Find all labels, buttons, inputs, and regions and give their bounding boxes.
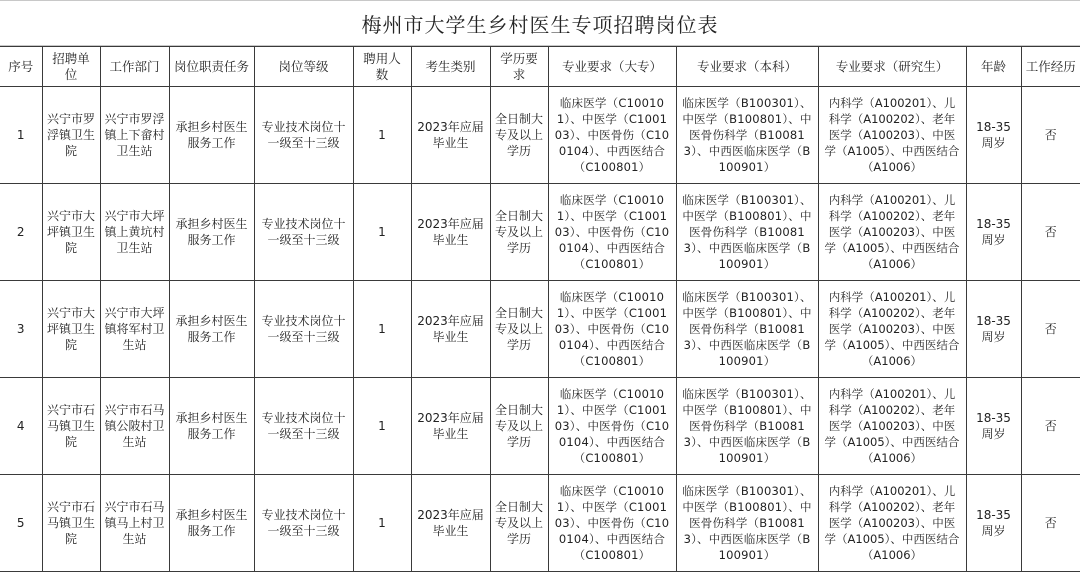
cell-count: 1	[353, 87, 411, 184]
cell-major-graduate: 内科学（A100201）、儿科学（A100202）、老年医学（A100203）、中医学（A1005）、中西医结合（A1006）	[818, 184, 966, 281]
cell-major-graduate: 内科学（A100201）、儿科学（A100202）、老年医学（A100203）、中医学（A1005）、中西医结合（A1006）	[818, 281, 966, 378]
cell-experience: 否	[1021, 378, 1080, 475]
cell-level: 专业技术岗位十一级至十三级	[254, 475, 353, 572]
cell-duty: 承担乡村医生服务工作	[169, 281, 254, 378]
table-row	[0, 475, 1080, 572]
cell-category: 2023年应届毕业生	[411, 281, 490, 378]
cell-category: 2023年应届毕业生	[411, 378, 490, 475]
cell-level: 专业技术岗位十一级至十三级	[254, 87, 353, 184]
title-row	[0, 0, 1080, 46]
cell-major-bachelor: 临床医学（B100301）、中医学（B100801）、中医骨伤科学（B100813）、中西医临床医学（B100901）	[676, 475, 818, 572]
cell-level: 专业技术岗位十一级至十三级	[254, 281, 353, 378]
header-category: 考生类别	[411, 47, 490, 87]
cell-major-graduate: 内科学（A100201）、儿科学（A100202）、老年医学（A100203）、中医学（A1005）、中西医结合（A1006）	[818, 378, 966, 475]
table-row	[0, 281, 1080, 378]
cell-unit: 兴宁市石马镇卫生院	[42, 378, 100, 475]
cell-category: 2023年应届毕业生	[411, 184, 490, 281]
cell-unit: 兴宁市大坪镇卫生院	[42, 281, 100, 378]
cell-dept: 兴宁市石马镇马上村卫生站	[100, 475, 169, 572]
header-major-bachelor: 专业要求（本科）	[676, 47, 818, 87]
cell-no: 4	[0, 378, 42, 475]
header-major-college: 专业要求（大专）	[548, 47, 676, 87]
header-level: 岗位等级	[254, 47, 353, 87]
cell-major-bachelor: 临床医学（B100301）、中医学（B100801）、中医骨伤科学（B100813）、中西医临床医学（B100901）	[676, 87, 818, 184]
cell-level: 专业技术岗位十一级至十三级	[254, 184, 353, 281]
cell-category: 2023年应届毕业生	[411, 475, 490, 572]
cell-major-graduate: 内科学（A100201）、儿科学（A100202）、老年医学（A100203）、中医学（A1005）、中西医结合（A1006）	[818, 87, 966, 184]
cell-education: 全日制大专及以上学历	[490, 475, 548, 572]
header-duty: 岗位职责任务	[169, 47, 254, 87]
header-major-graduate: 专业要求（研究生）	[818, 47, 966, 87]
cell-education: 全日制大专及以上学历	[490, 378, 548, 475]
cell-dept: 兴宁市罗浮镇上下畲村卫生站	[100, 87, 169, 184]
cell-count: 1	[353, 475, 411, 572]
table-row	[0, 378, 1080, 475]
cell-major-college: 临床医学（C100101）、中医学（C100103）、中医骨伤（C100104）、中西医结合（C100801）	[548, 475, 676, 572]
cell-experience: 否	[1021, 184, 1080, 281]
cell-age: 18-35周岁	[966, 184, 1021, 281]
header-education: 学历要求	[490, 47, 548, 87]
cell-age: 18-35周岁	[966, 475, 1021, 572]
cell-dept: 兴宁市大坪镇上黄坑村卫生站	[100, 184, 169, 281]
positions-table	[0, 46, 1080, 572]
cell-no: 3	[0, 281, 42, 378]
cell-education: 全日制大专及以上学历	[490, 281, 548, 378]
header-no: 序号	[0, 47, 42, 87]
cell-category: 2023年应届毕业生	[411, 87, 490, 184]
cell-dept: 兴宁市大坪镇将军村卫生站	[100, 281, 169, 378]
cell-unit: 兴宁市大坪镇卫生院	[42, 184, 100, 281]
cell-education: 全日制大专及以上学历	[490, 87, 548, 184]
cell-no: 5	[0, 475, 42, 572]
cell-major-bachelor: 临床医学（B100301）、中医学（B100801）、中医骨伤科学（B100813）、中西医临床医学（B100901）	[676, 184, 818, 281]
cell-level: 专业技术岗位十一级至十三级	[254, 378, 353, 475]
cell-major-bachelor: 临床医学（B100301）、中医学（B100801）、中医骨伤科学（B100813）、中西医临床医学（B100901）	[676, 281, 818, 378]
cell-duty: 承担乡村医生服务工作	[169, 378, 254, 475]
table-row	[0, 184, 1080, 281]
table-row	[0, 87, 1080, 184]
sheet-title: 梅州市大学生乡村医生专项招聘岗位表	[361, 12, 719, 37]
header-age: 年龄	[966, 47, 1021, 87]
cell-no: 2	[0, 184, 42, 281]
cell-duty: 承担乡村医生服务工作	[169, 475, 254, 572]
cell-duty: 承担乡村医生服务工作	[169, 184, 254, 281]
cell-age: 18-35周岁	[966, 87, 1021, 184]
cell-experience: 否	[1021, 475, 1080, 572]
cell-count: 1	[353, 184, 411, 281]
header-row	[0, 47, 1080, 87]
header-dept: 工作部门	[100, 47, 169, 87]
header-experience: 工作经历	[1021, 47, 1080, 87]
cell-major-college: 临床医学（C100101）、中医学（C100103）、中医骨伤（C100104）、中西医结合（C100801）	[548, 184, 676, 281]
cell-count: 1	[353, 378, 411, 475]
cell-count: 1	[353, 281, 411, 378]
cell-unit: 兴宁市罗浮镇卫生院	[42, 87, 100, 184]
cell-major-college: 临床医学（C100101）、中医学（C100103）、中医骨伤（C100104）、中西医结合（C100801）	[548, 87, 676, 184]
cell-major-college: 临床医学（C100101）、中医学（C100103）、中医骨伤（C100104）、中西医结合（C100801）	[548, 281, 676, 378]
cell-no: 1	[0, 87, 42, 184]
header-count: 聘用人数	[353, 47, 411, 87]
cell-age: 18-35周岁	[966, 378, 1021, 475]
cell-major-college: 临床医学（C100101）、中医学（C100103）、中医骨伤（C100104）、中西医结合（C100801）	[548, 378, 676, 475]
cell-major-graduate: 内科学（A100201）、儿科学（A100202）、老年医学（A100203）、中医学（A1005）、中西医结合（A1006）	[818, 475, 966, 572]
header-unit: 招聘单位	[42, 47, 100, 87]
cell-experience: 否	[1021, 87, 1080, 184]
cell-education: 全日制大专及以上学历	[490, 184, 548, 281]
cell-age: 18-35周岁	[966, 281, 1021, 378]
cell-experience: 否	[1021, 281, 1080, 378]
cell-unit: 兴宁市石马镇卫生院	[42, 475, 100, 572]
cell-duty: 承担乡村医生服务工作	[169, 87, 254, 184]
cell-major-bachelor: 临床医学（B100301）、中医学（B100801）、中医骨伤科学（B100813）、中西医临床医学（B100901）	[676, 378, 818, 475]
cell-dept: 兴宁市石马镇公陂村卫生站	[100, 378, 169, 475]
